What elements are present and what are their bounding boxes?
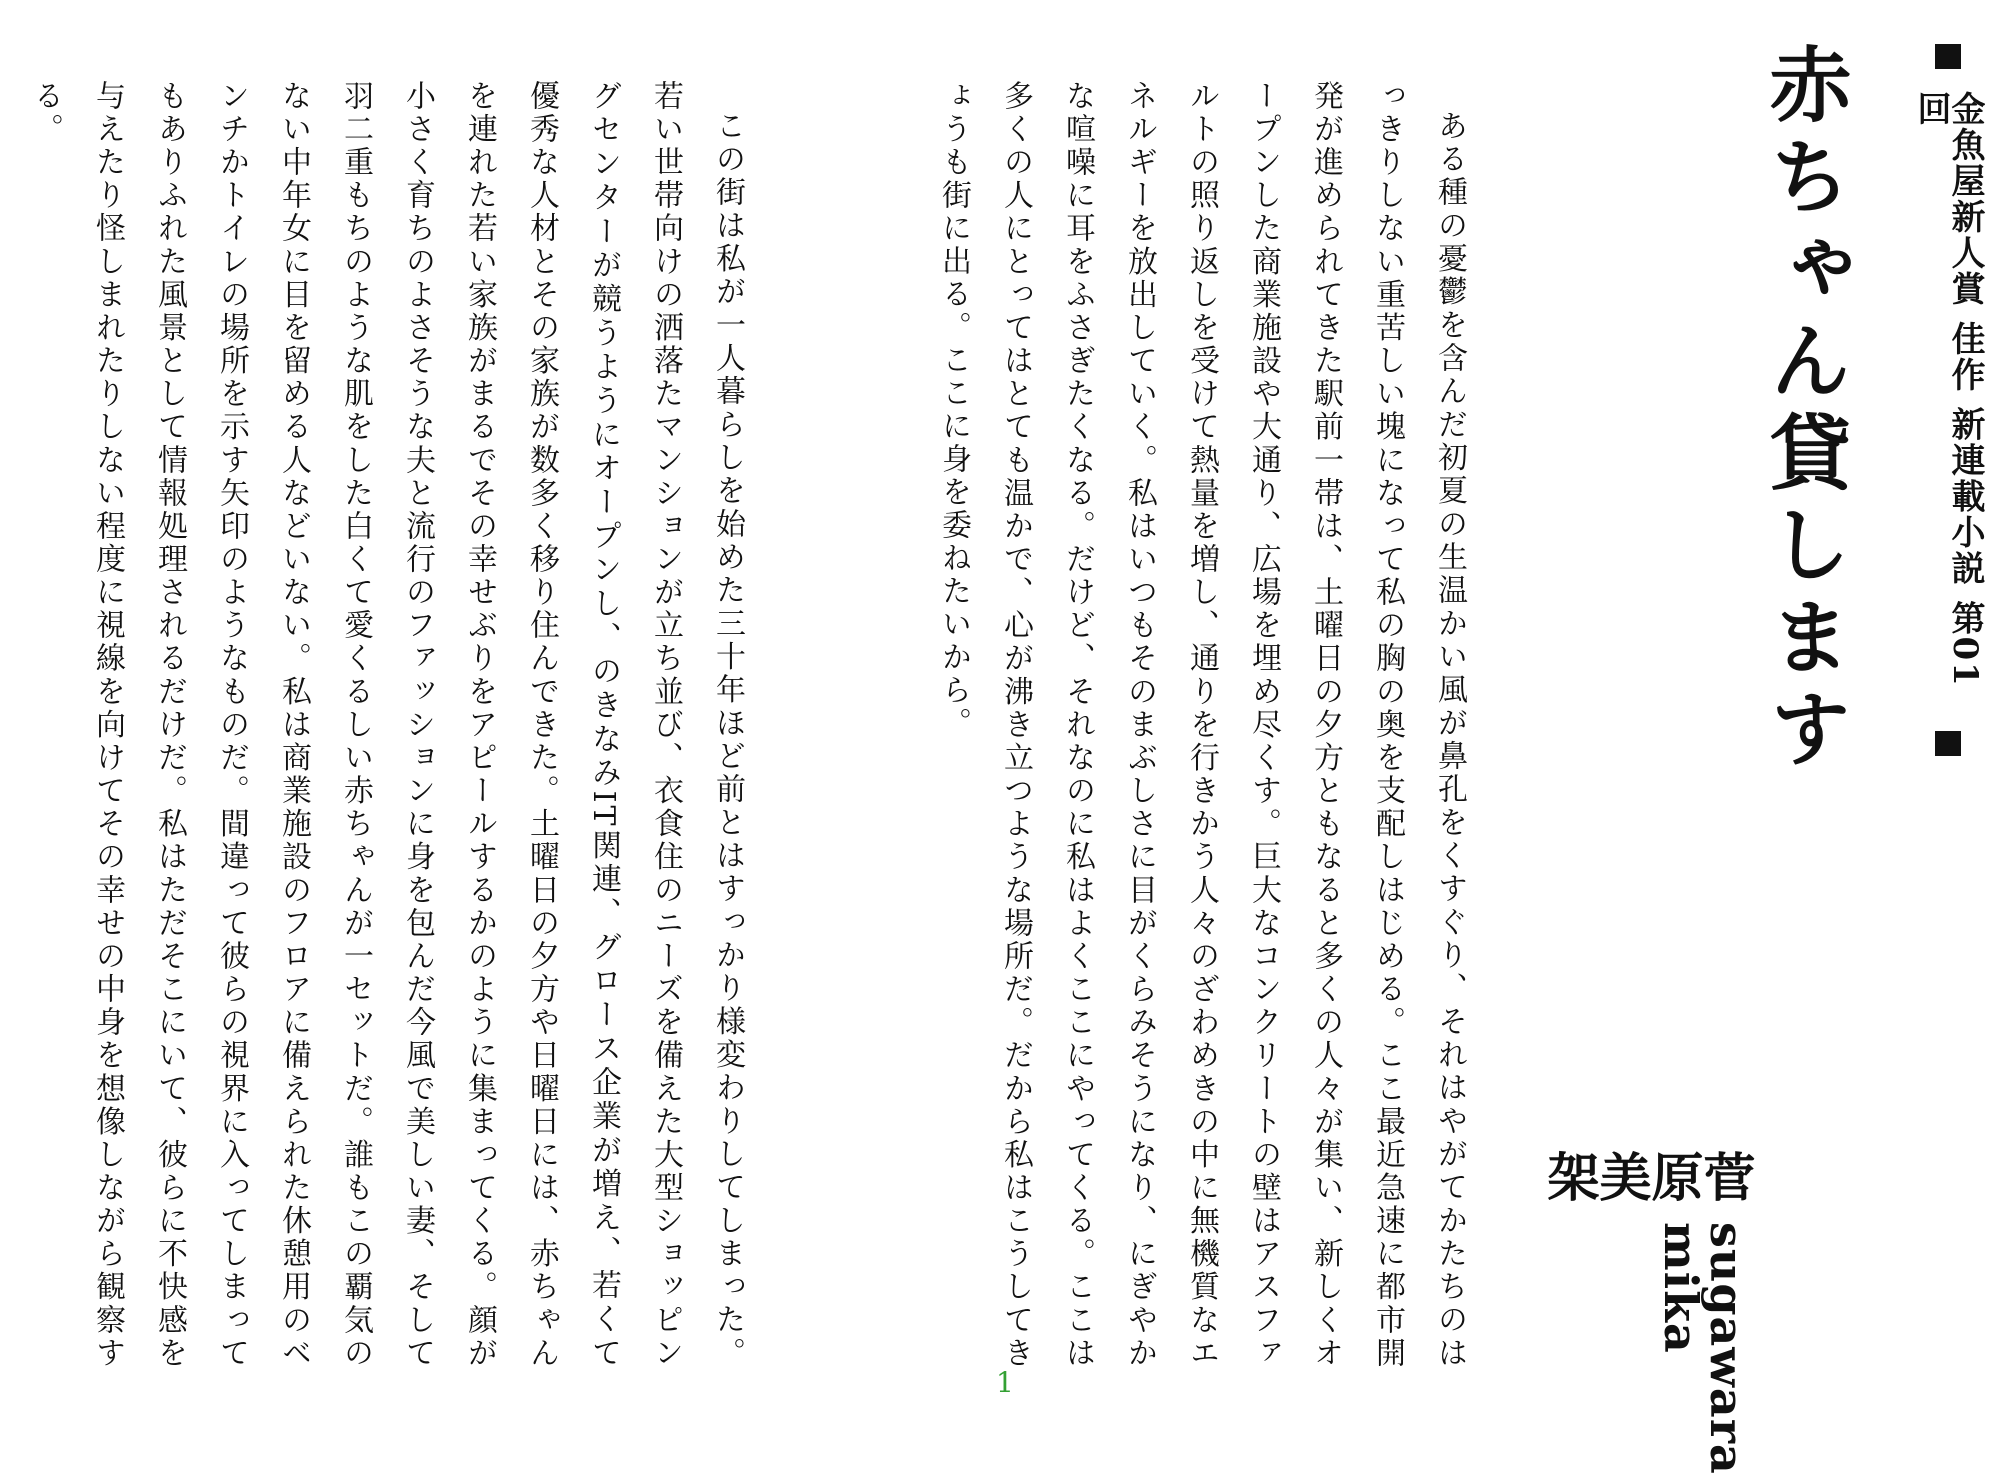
story-title: 赤ちゃん貸します <box>1756 42 1853 778</box>
body-paragraph-block <box>840 80 1480 1370</box>
author-block <box>1538 1030 1755 1475</box>
series-header <box>1911 40 1985 760</box>
square-bullet-icon <box>1935 44 1961 69</box>
page-number: 1 <box>996 1366 1014 1399</box>
author-name-en: sugawara mika <box>1654 1222 1754 1475</box>
body-paragraph: ある種の憂鬱を含んだ初夏の生温かい風が鼻孔をくすぐり、それはやがてかたちのはっきりしない重苦しい塊になって私の胸の奥を支配しはじめる。ここ最近急速に都市開発が進められてきた駅前一帯は、土曜日の夕方ともなると多くの人々が集い、新しくオープンした商業施設や大通り、広場を埋め尽くす。巨大なコンクリートの壁はアスファルトの照り返しを受けて熱量を増し、通りを行きかう人々のざわめきの中に無機質なエネルギーを放出していく。私はいつもそのまぶしさに目がくらみそうになり、にぎやかな喧噪に耳をふさぎたくなる。だけど、それなのに私はよくここにやってくる。ここは多くの人にとってはとても温かで、心が沸き立つような場所だ。だから私はこうしてきょうも街に出る。ここに身を委ねたいから。 <box>936 80 1467 1371</box>
square-bullet-icon <box>1935 731 1961 756</box>
author-name-ja: 菅原美架 <box>1538 1150 1755 1208</box>
body-paragraph: この街は私が一人暮らしを始めた三十年ほど前とはすっかり様変わりしてしまった。若い世帯向けの洒落たマンションが立ち並び、衣食住のニーズを備えた大型ショッピングセンターが競うようにオープンし、のきなみIT関連、グロース企業が増え、若くて優秀な人材とその家族が数多く移り住んできた。土曜日の夕方や日曜日には、赤ちゃんを連れた若い家族がまるでその幸せぶりをアピールするかのように集まってくる。顔が小さく育ちのよさそうな夫と流行のファッションに身を包んだ今風で美しい妻、そして羽二重もちのような肌をした白くて愛くるしい赤ちゃんが一セットだ。誰もこの覇気のない中年女に目を留める人などいない。私は商業施設のフロアに備えられた休憩用のベンチかトイレの場所を示す矢印のようなものだ。間違って彼らの視界に入ってしまってもありふれた風景として情報処理されるだけだ。私はただそこにいて、彼らに不快感を与えたり怪しまれたりしない程度に視線を向けてその幸せの中身を想像しながら観察する。 <box>28 80 745 1371</box>
body-paragraph-block <box>18 80 758 1370</box>
series-header-text: 金魚屋新人賞 佳作 新連載小説 第01回 <box>1911 91 1985 689</box>
